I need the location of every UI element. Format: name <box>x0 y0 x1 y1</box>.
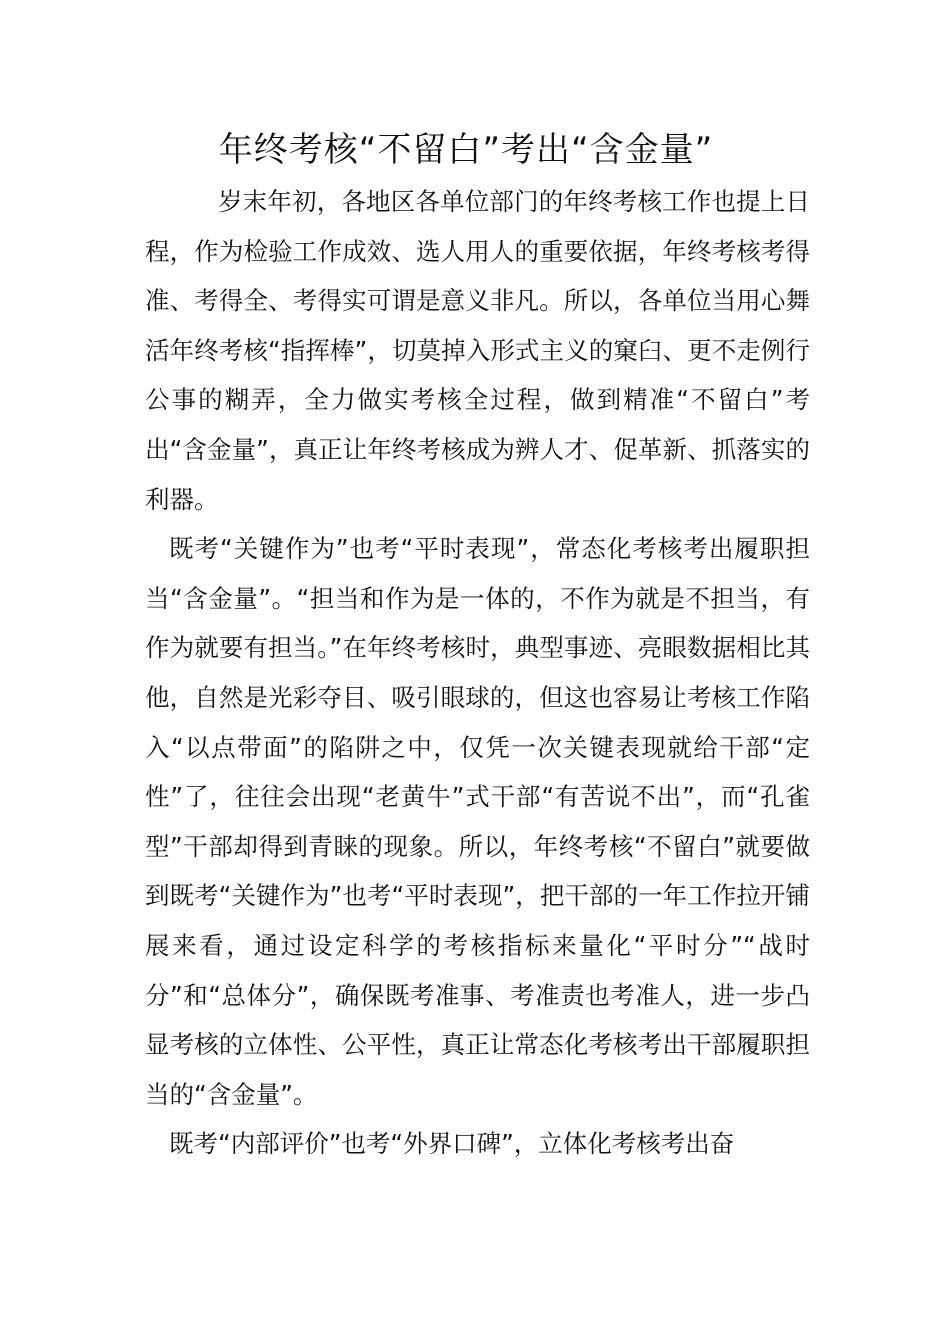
paragraph-evaluation: 既考“内部评价”也考“外界口碑”，立体化考核考出奋 <box>169 1129 735 1159</box>
paragraph-key-performance: 既考“关键作为”也考“平时表现”，常态化考核考出履职担当“含金量”。“担当和作为是一体的，不作为就是不担当，有作为就要有担当。”在年终考核时，典型事迹、亮眼数据相比其他，自然是光彩夺目、吸引眼球的，但这也容易让考核工作陷入“以点带面”的陷阱之中，仅凭一次关键表现就给干部“定性”了，往往会出现“老黄牛”式干部“有苦说不出”，而“孔雀型”干部却得到青睐的现象。所以，年终考核“不留白”就要做到既考“关键作为”也考“平时表现”，把干部的一年工作拉开铺展来看，通过设定科学的考核指标来量化“平时分”“战时分”和“总体分”，确保既考准事、考准责也考准人，进一步凸显考核的立体性、公平性，真正让常态化考核考出干部履职担当的“含金量”。 <box>145 534 810 1109</box>
document-title: 年终考核“不留白”考出“含金量” <box>218 130 714 170</box>
paragraph-intro: 岁末年初，各地区各单位部门的年终考核工作也提上日程，作为检验工作成效、选人用人的重要依据，年终考核考得准、考得全、考得实可谓是意义非凡。所以，各单位当用心舞活年终考核“指挥棒”，切莫掉入形式主义的窠臼、更不走例行公事的糊弄，全力做实考核全过程，做到精准“不留白”考出“含金量”，真正让年终考核成为辨人才、促革新、抓落实的利器。 <box>145 187 810 514</box>
document-body <box>145 177 810 1169</box>
